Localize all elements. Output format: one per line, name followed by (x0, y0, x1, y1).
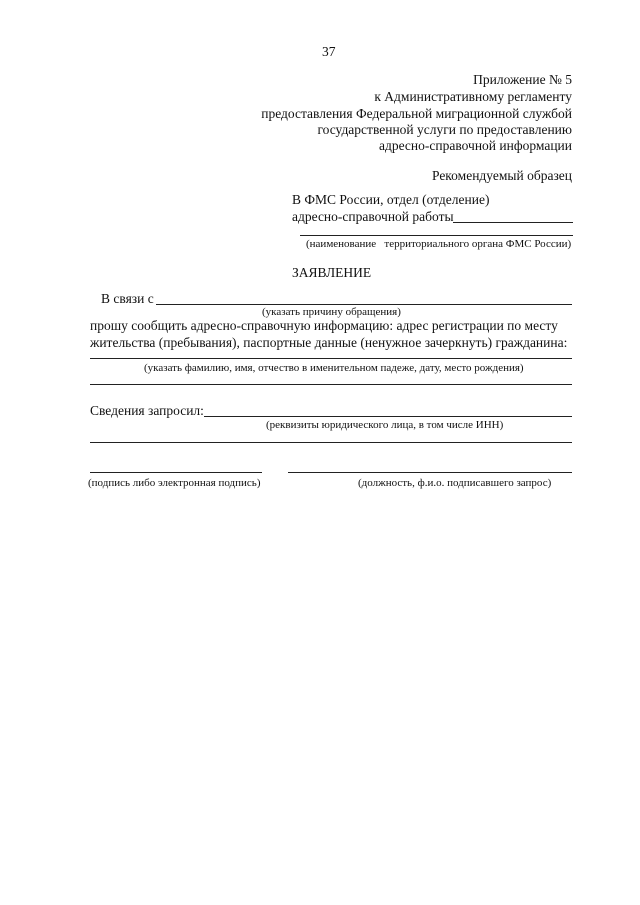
reason-line (156, 304, 572, 305)
requester-line (204, 416, 572, 417)
request-line1: прошу сообщить адресно-справочную информацию: адрес регистрации по месту (90, 318, 558, 333)
document-title: ЗАЯВЛЕНИЕ (292, 265, 372, 280)
signature-line-right (288, 472, 572, 473)
addressee-name-line (300, 235, 573, 236)
citizen-line-2 (90, 384, 572, 385)
requester-line-2 (90, 442, 572, 443)
recommended-sample: Рекомендуемый образец (431, 168, 572, 183)
reason-label: В связи с (101, 291, 154, 306)
signature-caption-left: (подпись либо электронная подпись) (88, 477, 261, 489)
appendix-line: предоставления Федеральной миграционной службой (261, 106, 572, 121)
signature-line-left (90, 472, 262, 473)
requester-label: Сведения запросил: (90, 403, 204, 418)
appendix-line: Приложение № 5 (473, 72, 572, 87)
addressee-field-line (453, 222, 573, 223)
citizen-line (90, 358, 572, 359)
addressee-caption: (наименование территориального органа ФМС России) (306, 238, 572, 250)
citizen-caption: (указать фамилию, имя, отчество в именительном падеже, дату, место рождения) (144, 362, 524, 374)
page-number: 37 (322, 44, 336, 59)
addressee-line1: В ФМС России, отдел (отделение) (292, 192, 490, 207)
appendix-line: к Административному регламенту (374, 89, 572, 104)
signature-caption-right: (должность, ф.и.о. подписавшего запрос) (358, 477, 552, 489)
appendix-line: адресно-справочной информации (378, 138, 572, 153)
addressee-line2: адресно-справочной работы (292, 209, 454, 224)
appendix-line: государственной услуги по предоставлению (317, 122, 572, 137)
requester-caption: (реквизиты юридического лица, в том числе ИНН) (266, 419, 504, 431)
request-line2: жительства (пребывания), паспортные данные (ненужное зачеркнуть) гражданина: (90, 335, 568, 350)
reason-caption: (указать причину обращения) (262, 306, 401, 318)
